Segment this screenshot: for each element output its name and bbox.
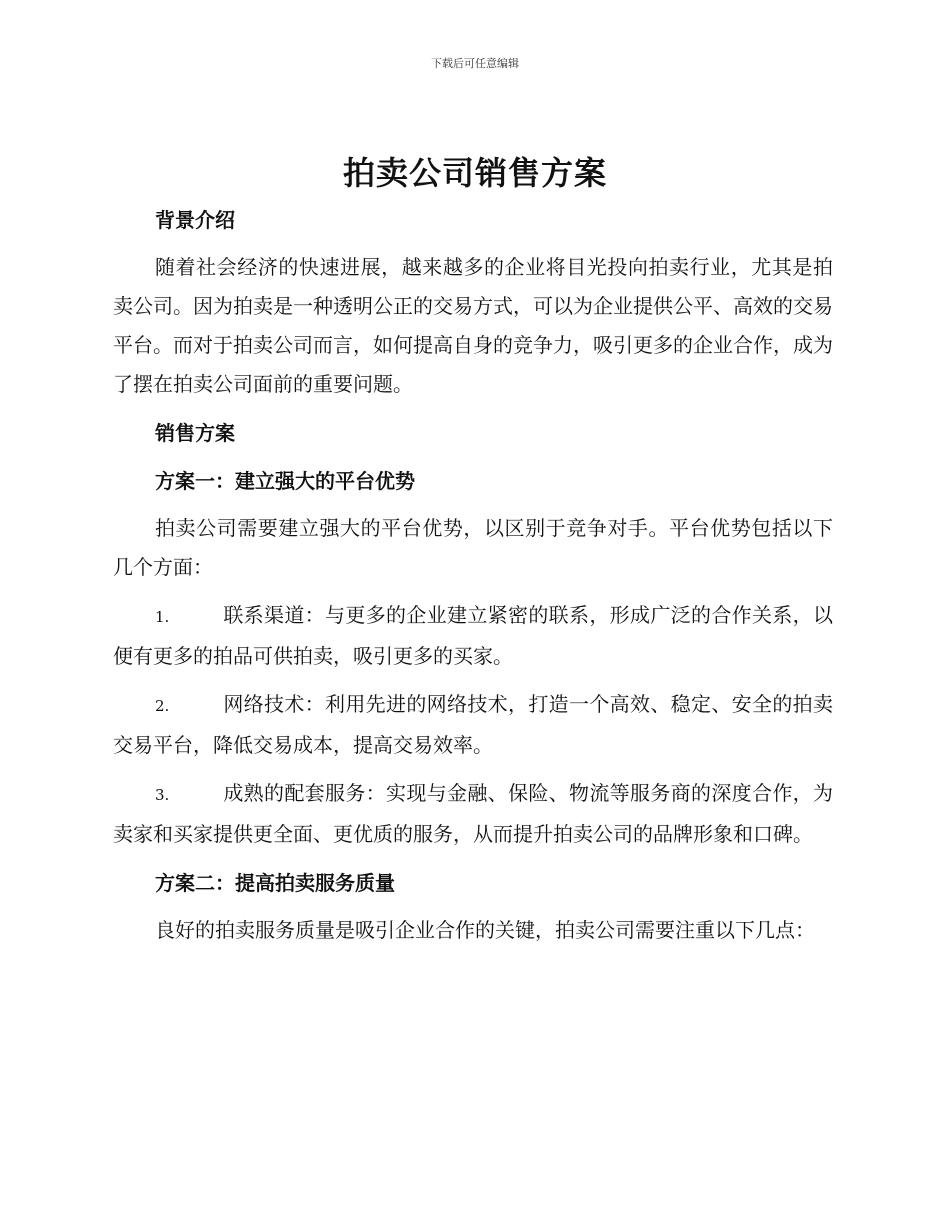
page-title: 拍卖公司销售方案: [342, 154, 607, 192]
list-item-text: 成熟的配套服务：实现与金融、保险、物流等服务商的深度合作，为卖家和买家提供更全面、更优质的服务，从而提升拍卖公司的品牌形象和口碑。: [113, 781, 833, 846]
section-heading-background: 背景介绍: [155, 208, 235, 232]
paragraph-background: 随着社会经济的快速进展，越来越多的企业将目光投向拍卖行业，尤其是拍卖公司。因为拍卖是一种透明公正的交易方式，可以为企业提供公平、高效的交易平台。而对于拍卖公司而言，如何提高自身的竞争力，吸引更多的企业合作，成为了摆在拍卖公司面前的重要问题。: [113, 255, 833, 396]
paragraph-plan1: 拍卖公司需要建立强大的平台优势，以区别于竞争对手。平台优势包括以下几个方面：: [113, 516, 833, 579]
list-item: [113, 685, 833, 765]
document-body: [113, 200, 833, 959]
section-heading-plan1: 方案一：建立强大的平台优势: [155, 469, 415, 493]
section-heading-sales: 销售方案: [155, 421, 235, 445]
list-item: [113, 596, 833, 676]
list-item-text: 网络技术：利用先进的网络技术，打造一个高效、稳定、安全的拍卖交易平台，降低交易成本，提高交易效率。: [113, 692, 833, 757]
list-number: 1.: [155, 608, 170, 626]
list-item: [113, 774, 833, 854]
header-note: 下载后可任意编辑: [431, 57, 519, 70]
list-item-text: 联系渠道：与更多的企业建立紧密的联系，形成广泛的合作关系，以便有更多的拍品可供拍卖，吸引更多的买家。: [113, 603, 833, 668]
list-number: 2.: [155, 697, 170, 715]
section-heading-plan2: 方案二：提高拍卖服务质量: [155, 871, 395, 895]
paragraph-plan2: 良好的拍卖服务质量是吸引企业合作的关键，拍卖公司需要注重以下几点：: [155, 918, 815, 942]
list-number: 3.: [155, 786, 170, 804]
